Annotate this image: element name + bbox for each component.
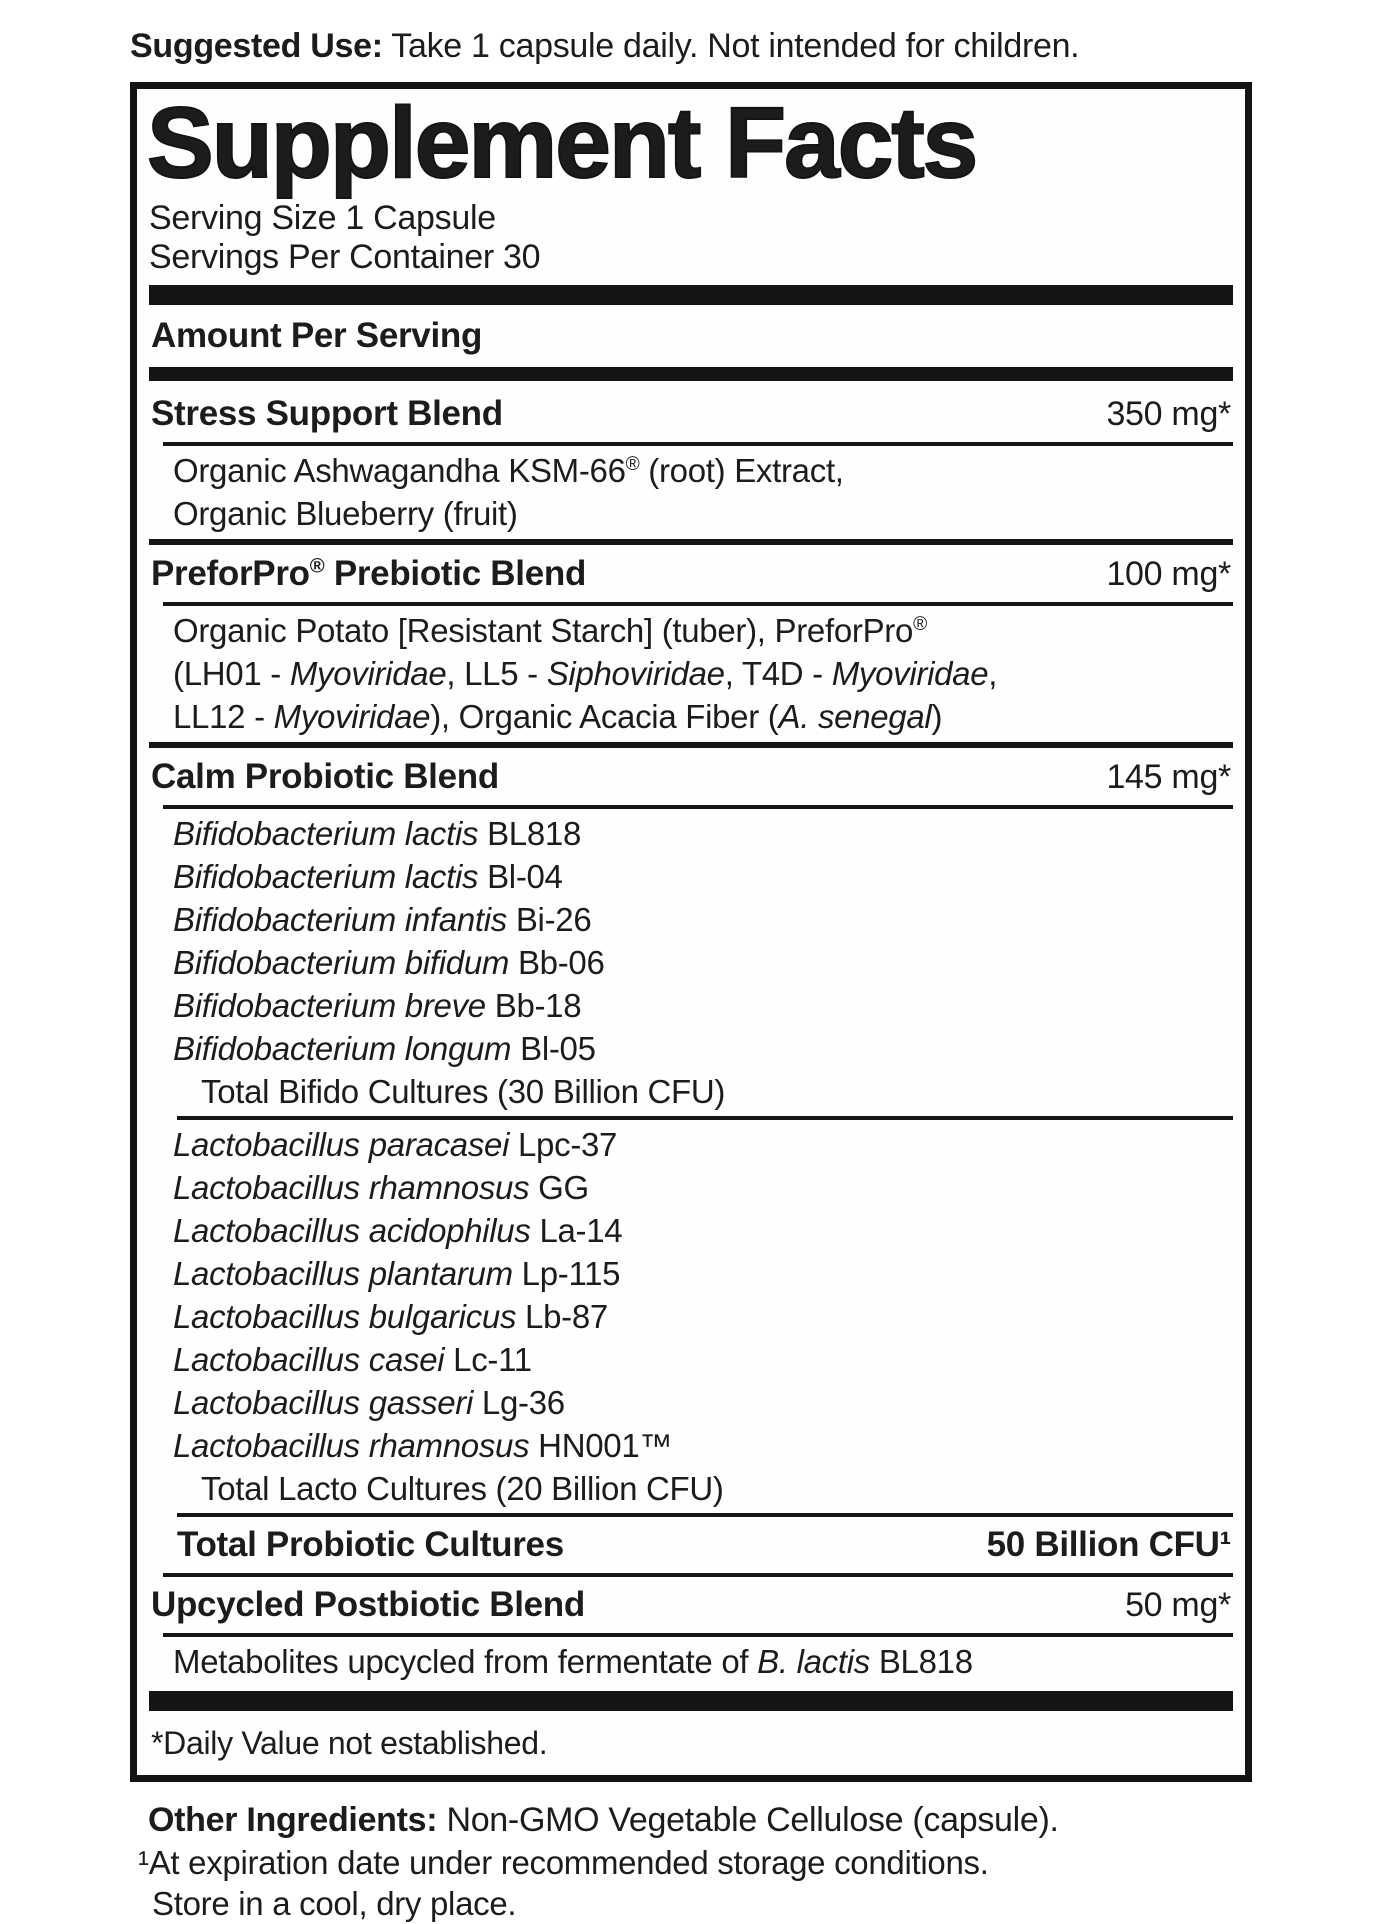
rule-under-total-probiotic	[163, 1573, 1233, 1577]
rule-under-preforpro	[163, 602, 1233, 606]
blend-calm-probiotic: Calm Probiotic Blend 145 mg*	[151, 757, 1231, 796]
strain-b-bifidum: Bifidobacterium bifidum Bb-06	[173, 944, 605, 981]
bar-under-aps	[149, 367, 1233, 381]
suggested-use-label: Suggested Use:	[130, 27, 383, 65]
footer-notes	[130, 1798, 1252, 1924]
total-bifido: Total Bifido Cultures (30 Billion CFU)	[201, 1073, 726, 1110]
total-lacto: Total Lacto Cultures (20 Billion CFU)	[201, 1470, 724, 1507]
strain-l-plantarum: Lactobacillus plantarum Lp-115	[173, 1255, 621, 1292]
strain-l-bulgaricus: Lactobacillus bulgaricus Lb-87	[173, 1298, 608, 1335]
strain-b-longum: Bifidobacterium longum Bl-05	[173, 1030, 596, 1067]
servings-per-container: Servings Per Container 30	[149, 238, 541, 276]
strain-b-breve: Bifidobacterium breve Bb-18	[173, 987, 582, 1024]
preforpro-desc-3: LL12 - Myoviridae), Organic Acacia Fiber (A. senegal)	[173, 698, 943, 735]
rule-before-preforpro	[149, 539, 1233, 545]
expiration-footnote: ¹At expiration date under recommended storage conditions.	[138, 1844, 989, 1881]
rule-under-stress	[163, 442, 1233, 446]
rule-under-calm	[163, 805, 1233, 809]
panel-title: Supplement Facts	[147, 87, 977, 199]
other-ingredients-label: Other Ingredients:	[148, 1801, 438, 1839]
preforpro-desc-2: (LH01 - Myoviridae, LL5 - Siphoviridae, T4D - Myoviridae,	[173, 655, 998, 692]
strain-l-rhamnosus-gg: Lactobacillus rhamnosus GG	[173, 1169, 589, 1206]
other-ingredients-line	[130, 1798, 1252, 1842]
rule-after-bifido	[177, 1116, 1233, 1120]
daily-value-footnote: *Daily Value not established.	[151, 1725, 548, 1761]
amount-per-serving: Amount Per Serving	[151, 316, 483, 355]
storage-footnote: Store in a cool, dry place.	[152, 1885, 517, 1922]
blend-upcycled-postbiotic: Upcycled Postbiotic Blend 50 mg*	[151, 1585, 1231, 1624]
rule-before-total-probiotic	[177, 1513, 1233, 1517]
supplement-facts-panel	[130, 82, 1252, 1782]
rule-before-calm	[149, 742, 1233, 748]
strain-b-lactis-bl818: Bifidobacterium lactis BL818	[173, 815, 581, 852]
bar-top	[149, 285, 1233, 305]
rule-under-upcycled	[163, 1633, 1233, 1637]
blend-stress-support: Stress Support Blend 350 mg*	[151, 394, 1231, 433]
facts-rows	[149, 285, 1233, 1767]
bar-bottom	[149, 1691, 1233, 1711]
stress-desc-2: Organic Blueberry (fruit)	[173, 495, 518, 532]
suggested-use-text: Take 1 capsule daily. Not intended for children.	[382, 27, 1080, 65]
strain-l-gasseri: Lactobacillus gasseri Lg-36	[173, 1384, 565, 1421]
other-ingredients-text: Non-GMO Vegetable Cellulose (capsule).	[437, 1801, 1059, 1839]
stress-desc-1: Organic Ashwagandha KSM-66® (root) Extract,	[173, 452, 844, 489]
strain-l-acidophilus: Lactobacillus acidophilus La-14	[173, 1212, 623, 1249]
strain-l-rhamnosus-hn001: Lactobacillus rhamnosus HN001™	[173, 1427, 673, 1464]
suggested-use-line	[130, 26, 1252, 66]
strain-b-lactis-bl04: Bifidobacterium lactis Bl-04	[173, 858, 563, 895]
serving-size: Serving Size 1 Capsule	[149, 199, 496, 237]
label-content	[130, 0, 1252, 1924]
blend-preforpro: PreforPro® Prebiotic Blend 100 mg*	[151, 554, 1231, 593]
total-probiotic-cultures: Total Probiotic Cultures 50 Billion CFU¹	[177, 1525, 1231, 1564]
upcycled-desc: Metabolites upcycled from fermentate of B. lactis BL818	[173, 1643, 973, 1680]
strain-l-casei: Lactobacillus casei Lc-11	[173, 1341, 532, 1378]
preforpro-desc-1: Organic Potato [Resistant Starch] (tuber), PreforPro®	[173, 612, 927, 649]
strain-b-infantis: Bifidobacterium infantis Bi-26	[173, 901, 592, 938]
strain-l-paracasei: Lactobacillus paracasei Lpc-37	[173, 1126, 618, 1163]
